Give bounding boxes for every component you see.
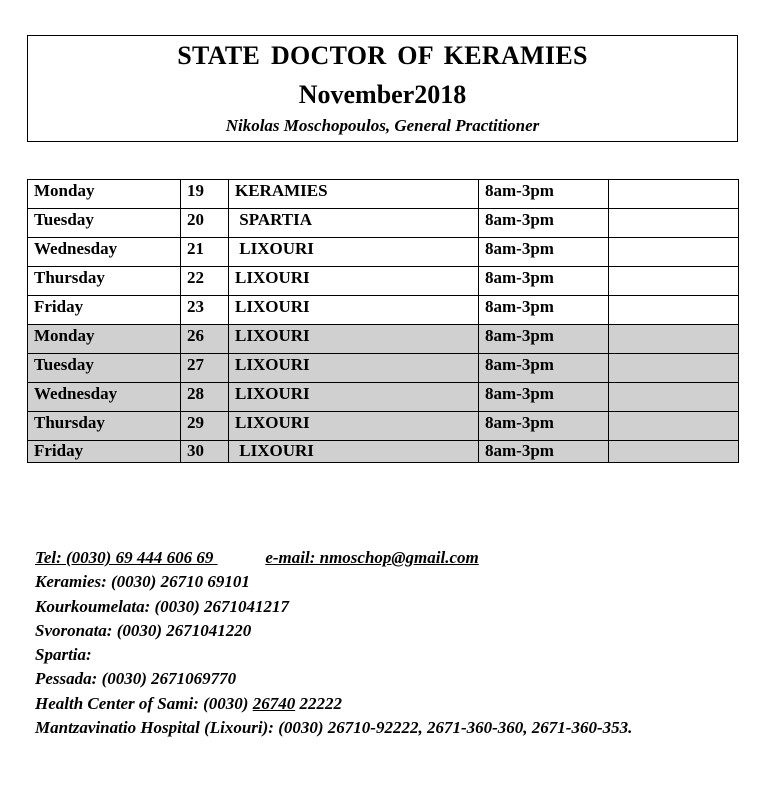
table-row — [28, 383, 739, 412]
contact-pessada: Pessada: (0030) 2671069770 — [35, 669, 237, 689]
contact-hospital: Mantzavinatio Hospital (Lixouri): (0030) 26710-92222, 2671-360-360, 2671-360-353. — [35, 718, 633, 738]
hours-cell: 8am-3pm — [479, 354, 609, 383]
contact-spartia: Spartia: — [35, 645, 92, 665]
extra-cell — [609, 325, 739, 354]
extra-cell — [609, 267, 739, 296]
extra-cell — [609, 209, 739, 238]
hours-cell: 8am-3pm — [479, 296, 609, 325]
date-cell: 29 — [181, 412, 229, 441]
health-center-number: 22222 — [295, 693, 342, 713]
extra-cell — [609, 238, 739, 267]
date-cell: 19 — [181, 180, 229, 209]
health-center-code: 26740 — [252, 693, 296, 713]
schedule-body — [28, 180, 739, 463]
contact-tel: Tel: (0030) 69 444 606 69 — [35, 548, 214, 567]
date-cell: 30 — [181, 441, 229, 463]
doctor-subtitle: Nikolas Moschopoulos, General Practitioner — [225, 116, 540, 135]
place-cell: LIXOURI — [229, 238, 479, 267]
extra-cell — [609, 296, 739, 325]
date-cell: 28 — [181, 383, 229, 412]
table-row — [28, 296, 739, 325]
health-center-prefix: Health Center of Sami: (0030) — [35, 693, 253, 713]
day-cell: Wednesday — [28, 383, 181, 412]
table-row — [28, 209, 739, 238]
contact-svoronata: Svoronata: (0030) 2671041220 — [35, 620, 252, 640]
day-cell: Monday — [28, 180, 181, 209]
day-cell: Monday — [28, 325, 181, 354]
date-cell: 23 — [181, 296, 229, 325]
hours-cell: 8am-3pm — [479, 383, 609, 412]
contact-keramies: Keramies: (0030) 26710 69101 — [35, 572, 250, 592]
extra-cell — [609, 180, 739, 209]
date-cell: 22 — [181, 267, 229, 296]
page-title: STATE DOCTOR OF KERAMIES — [177, 41, 588, 70]
day-cell: Thursday — [28, 267, 181, 296]
day-cell: Tuesday — [28, 354, 181, 383]
place-cell: LIXOURI — [229, 354, 479, 383]
contacts-block — [35, 546, 632, 740]
contact-health-center — [35, 692, 632, 716]
date-cell: 26 — [181, 325, 229, 354]
hours-cell: 8am-3pm — [479, 238, 609, 267]
hours-cell: 8am-3pm — [479, 209, 609, 238]
extra-cell — [609, 383, 739, 412]
hours-cell: 8am-3pm — [479, 325, 609, 354]
table-row — [28, 238, 739, 267]
table-row — [28, 325, 739, 354]
extra-cell — [609, 354, 739, 383]
date-cell: 27 — [181, 354, 229, 383]
hours-cell: 8am-3pm — [479, 441, 609, 463]
place-cell: LIXOURI — [229, 412, 479, 441]
contact-kourkoumelata: Kourkoumelata: (0030) 2671041217 — [35, 596, 290, 616]
day-cell: Friday — [28, 441, 181, 463]
contact-tel-line — [35, 546, 632, 570]
place-cell: LIXOURI — [229, 325, 479, 354]
month-heading: November2018 — [298, 80, 467, 109]
table-row — [28, 354, 739, 383]
day-cell: Tuesday — [28, 209, 181, 238]
table-row — [28, 412, 739, 441]
table-row — [28, 267, 739, 296]
schedule-table — [27, 179, 739, 463]
place-cell: LIXOURI — [229, 296, 479, 325]
table-row — [28, 441, 739, 463]
header-box — [27, 35, 738, 142]
table-row — [28, 180, 739, 209]
hours-cell: 8am-3pm — [479, 267, 609, 296]
date-cell: 20 — [181, 209, 229, 238]
contact-gap — [213, 546, 265, 570]
place-cell: LIXOURI — [229, 441, 479, 463]
extra-cell — [609, 412, 739, 441]
place-cell: LIXOURI — [229, 383, 479, 412]
day-cell: Friday — [28, 296, 181, 325]
place-cell: SPARTIA — [229, 209, 479, 238]
day-cell: Wednesday — [28, 238, 181, 267]
contact-email: e-mail: nmoschop@gmail.com — [265, 548, 479, 567]
place-cell: LIXOURI — [229, 267, 479, 296]
hours-cell: 8am-3pm — [479, 180, 609, 209]
extra-cell — [609, 441, 739, 463]
day-cell: Thursday — [28, 412, 181, 441]
hours-cell: 8am-3pm — [479, 412, 609, 441]
place-cell: KERAMIES — [229, 180, 479, 209]
date-cell: 21 — [181, 238, 229, 267]
